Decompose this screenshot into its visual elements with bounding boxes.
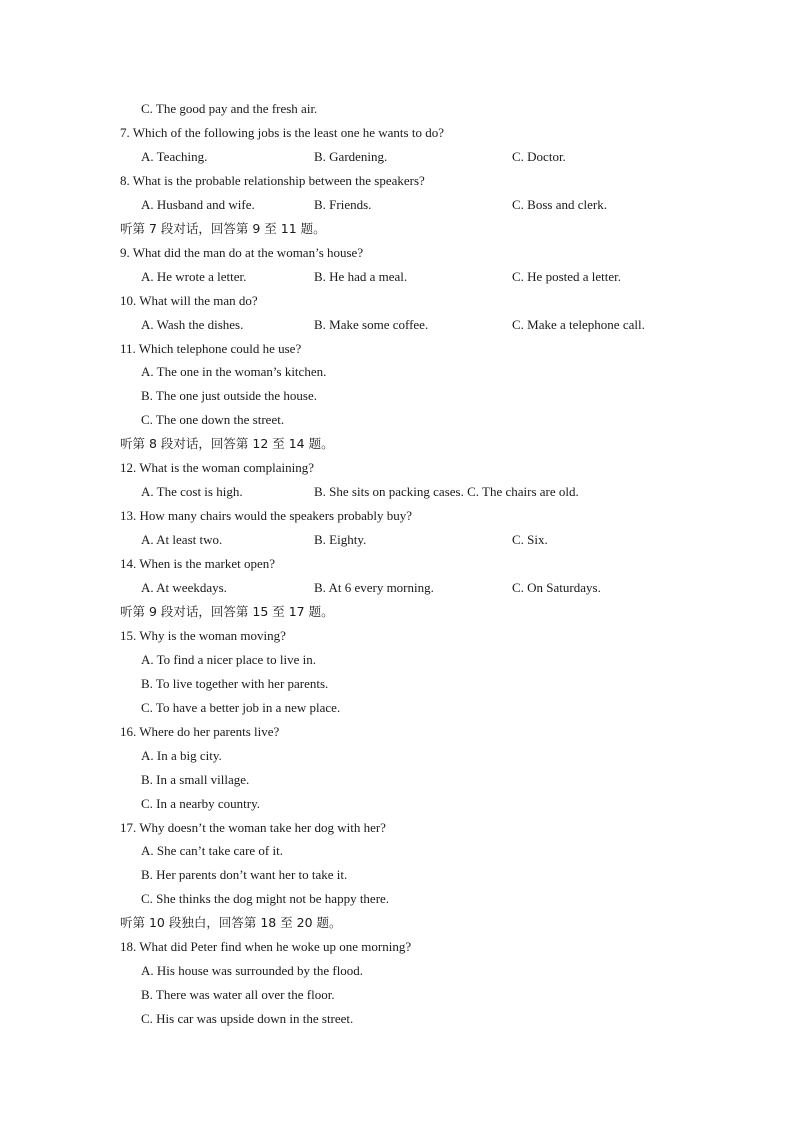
answer-option: A. Teaching. (141, 149, 208, 164)
section-heading: 听第 10 段独白，回答第 18 至 20 题。 (120, 915, 342, 930)
answer-option: A. She can’t take care of it. (141, 843, 283, 858)
question-text: 17. Why doesn’t the woman take her dog with her? (120, 820, 386, 835)
answer-option: B. Friends. (314, 197, 372, 212)
answer-option: C. Six. (512, 532, 548, 547)
answer-option: B. To live together with her parents. (141, 676, 329, 691)
answer-option: C. Doctor. (512, 149, 566, 164)
answer-option: B. She sits on packing cases. C. The chairs are old. (314, 484, 579, 499)
question-text: 8. What is the probable relationship between the speakers? (120, 173, 425, 188)
answer-option: C. His car was upside down in the street. (141, 1011, 354, 1026)
answer-option: C. The good pay and the fresh air. (141, 101, 318, 116)
answer-option: C. Boss and clerk. (512, 197, 607, 212)
section-heading: 听第 7 段对话，回答第 9 至 11 题。 (120, 221, 326, 236)
answer-option: A. At least two. (141, 532, 223, 547)
question-text: 16. Where do her parents live? (120, 724, 280, 739)
question-text: 13. How many chairs would the speakers probably buy? (120, 508, 413, 523)
answer-option: A. In a big city. (141, 748, 222, 763)
answer-option: B. At 6 every morning. (314, 580, 434, 595)
section-heading: 听第 9 段对话，回答第 15 至 17 题。 (120, 604, 334, 619)
section-heading: 听第 8 段对话，回答第 12 至 14 题。 (120, 436, 334, 451)
answer-option: A. At weekdays. (141, 580, 227, 595)
answer-option: B. Make some coffee. (314, 317, 429, 332)
question-text: 7. Which of the following jobs is the least one he wants to do? (120, 125, 444, 140)
answer-option: A. Husband and wife. (141, 197, 255, 212)
question-text: 14. When is the market open? (120, 556, 275, 571)
answer-option: C. In a nearby country. (141, 796, 261, 811)
question-text: 10. What will the man do? (120, 293, 258, 308)
question-text: 18. What did Peter find when he woke up one morning? (120, 939, 412, 954)
answer-option: B. Her parents don’t want her to take it. (141, 867, 348, 882)
answer-option: C. She thinks the dog might not be happy there. (141, 891, 390, 906)
answer-option: B. He had a meal. (314, 269, 408, 284)
question-text: 9. What did the man do at the woman’s house? (120, 245, 364, 260)
question-text: 12. What is the woman complaining? (120, 460, 314, 475)
answer-option: A. The one in the woman’s kitchen. (141, 364, 327, 379)
answer-option: B. Gardening. (314, 149, 388, 164)
question-text: 11. Which telephone could he use? (120, 341, 302, 356)
answer-option: B. In a small village. (141, 772, 250, 787)
answer-option: A. Wash the dishes. (141, 317, 244, 332)
question-text: 15. Why is the woman moving? (120, 628, 286, 643)
answer-option: A. He wrote a letter. (141, 269, 247, 284)
answer-option: A. The cost is high. (141, 484, 243, 499)
answer-option: C. Make a telephone call. (512, 317, 645, 332)
answer-option: A. His house was surrounded by the flood. (141, 963, 364, 978)
answer-option: B. The one just outside the house. (141, 388, 317, 403)
answer-option: B. There was water all over the floor. (141, 987, 335, 1002)
answer-option: C. He posted a letter. (512, 269, 622, 284)
answer-option: B. Eighty. (314, 532, 367, 547)
answer-option: C. On Saturdays. (512, 580, 601, 595)
answer-option: A. To find a nicer place to live in. (141, 652, 317, 667)
answer-option: C. The one down the street. (141, 412, 285, 427)
answer-option: C. To have a better job in a new place. (141, 700, 341, 715)
